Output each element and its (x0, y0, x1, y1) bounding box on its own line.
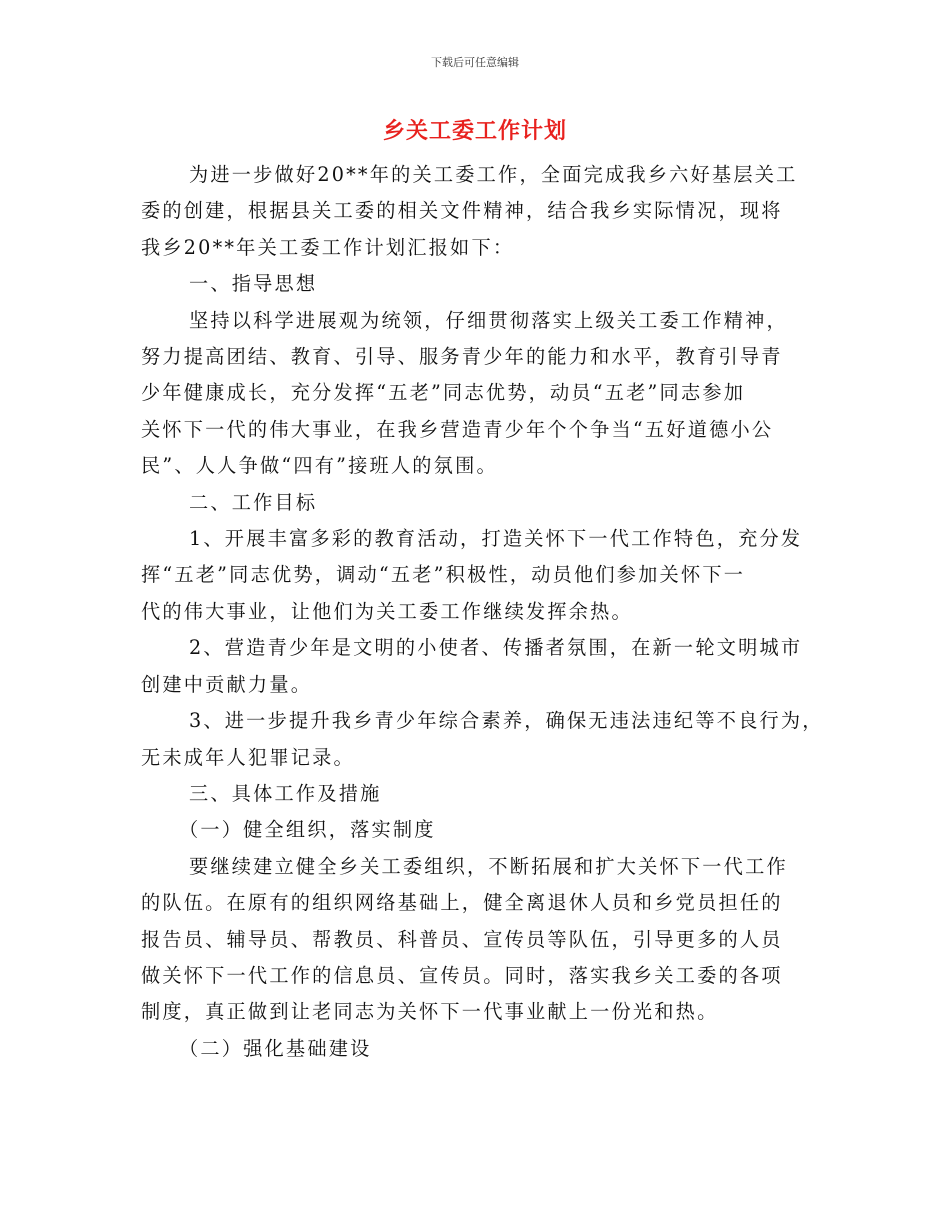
header-note: 下载后可任意编辑 (431, 56, 519, 69)
document-body (141, 157, 824, 1067)
body-line: 的队伍。在原有的组织网络基础上，健全离退休人员和乡党员担任的 (141, 891, 783, 915)
body-line: 挥“五老”同志优势，调动“五老”积极性，动员他们参加关怀下一 (141, 563, 746, 587)
body-line: 民”、人人争做“四有”接班人的氛围。 (141, 454, 498, 478)
body-line: （一）健全组织，落实制度 (179, 818, 436, 842)
body-line: 一、指导思想 (189, 272, 318, 296)
body-line: 代的伟大事业，让他们为关工委工作继续发挥余热。 (141, 599, 633, 623)
body-line: 无未成年人犯罪记录。 (141, 745, 355, 769)
document-title: 乡关工委工作计划 (382, 118, 567, 144)
body-line: 委的创建，根据县关工委的相关文件精神，结合我乡实际情况，现将 (141, 199, 783, 223)
body-line: 我乡20**年关工委工作计划汇报如下： (141, 235, 515, 259)
body-line: 创建中贡献力量。 (141, 672, 313, 696)
body-line: 为进一步做好20**年的关工委工作，全面完成我乡六好基层关工 (189, 163, 798, 186)
body-line: 关怀下一代的伟大事业，在我乡营造青少年个个争当“五好道德小公 (141, 417, 774, 441)
body-line: 努力提高团结、教育、引导、服务青少年的能力和水平，教育引导青 (141, 345, 783, 369)
body-line: （二）强化基础建设 (179, 1036, 372, 1060)
body-line: 坚持以科学进展观为统领，仔细贯彻落实上级关工委工作精神， (189, 308, 788, 332)
body-line: 少年健康成长，充分发挥“五老”同志优势，动员“五老”同志参加 (141, 381, 746, 405)
body-line: 3、进一步提升我乡青少年综合素养，确保无违法违纪等不良行为， (189, 709, 824, 733)
body-line: 报告员、辅导员、帮教员、科普员、宣传员等队伍，引导更多的人员 (141, 927, 783, 951)
body-line: 制度，真正做到让老同志为关怀下一代事业献上一份光和热。 (141, 1000, 719, 1024)
body-line: 二、工作目标 (189, 490, 318, 514)
body-line: 2、营造青少年是文明的小使者、传播者氛围，在新一轮文明城市 (189, 636, 803, 660)
body-line: 1、开展丰富多彩的教育活动，打造关怀下一代工作特色，充分发 (189, 527, 803, 551)
body-line: 要继续建立健全乡关工委组织，不断拓展和扩大关怀下一代工作 (189, 854, 788, 878)
body-line: 做关怀下一代工作的信息员、宣传员。同时，落实我乡关工委的各项 (141, 963, 783, 987)
body-line: 三、具体工作及措施 (189, 781, 382, 805)
